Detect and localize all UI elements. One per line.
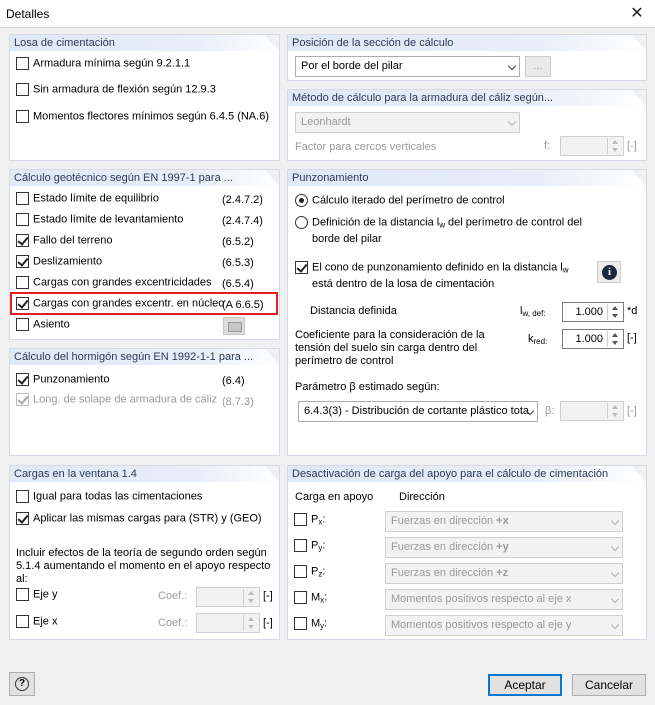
checkbox[interactable] [16,490,29,503]
accept-button[interactable]: Aceptar [488,674,562,696]
ref-excentr-nucleo: (A 6.6.5) [222,299,264,311]
radio-definicion-distancia[interactable]: Definición de la distancia $l_w$ del perímetro de control del [295,216,582,229]
spin-up-icon[interactable] [607,331,622,339]
spin-down-icon [243,597,258,605]
cb-grandes-excentricidades[interactable]: Cargas con grandes excentricidades [16,276,212,289]
coef-y-label: Coef.: [158,590,188,602]
cono-line2: está dentro de la losa de cimentación [312,278,495,290]
checkbox[interactable] [16,110,29,123]
cb-cono-punzonamiento[interactable]: El cono de punzonamiento definido en la distancia $l_w$ [295,261,569,274]
group-cargas-ventana [9,465,280,640]
ref-grandes-excentricidades: (6.5.4) [222,278,254,290]
spin-down-icon [607,411,622,419]
close-icon[interactable]: ✕ [630,5,644,22]
cb-asiento[interactable]: Asiento [16,318,70,331]
cb-py[interactable]: $P_y$: [294,539,325,552]
group-posicion-header: Posición de la sección de cálculo [288,35,646,51]
kred-unit: [-] [627,332,637,344]
checkbox[interactable] [294,539,307,552]
group-losa [9,34,280,161]
beta-select[interactable]: 6.4.3(3) - Distribución de cortante plástico tota [298,401,538,422]
checkbox[interactable] [16,373,29,386]
info-icon: i [602,265,617,280]
asiento-settings-icon[interactable] [223,317,245,335]
group-hormigon-header: Cálculo del hormigón según EN 1992-1-1 para ... [10,349,279,365]
coef-x-label: Coef.: [158,617,188,629]
ref-levantamiento: (2.4.7.4) [222,215,263,227]
posicion-more-button[interactable]: ... [525,56,551,77]
help-button[interactable] [9,672,35,696]
group-hormigon [9,348,280,456]
cb-eje-y[interactable]: Eje y [16,588,57,601]
group-punzonamiento-header: Punzonamiento [288,170,646,186]
chevron-down-icon [611,517,619,525]
coef-x-unit: [-] [263,617,273,629]
cb-pz[interactable]: $P_z$: [294,565,325,578]
ref-long-solape: (8.7.3) [222,396,254,408]
spin-up-icon [607,138,622,146]
cb-equilibrio[interactable]: Estado límite de equilibrio [16,192,159,205]
window-title: Detalles [6,7,50,21]
spin-down-icon[interactable] [607,312,622,320]
dir-px-select: Fuerzas en dirección +x [385,511,623,532]
cb-armadura-minima[interactable]: Armadura mínima según 9.2.1.1 [16,57,190,70]
group-desactivacion-header: Desactivación de carga del apoyo para el cálculo de cimentación [288,466,646,482]
beta-input [560,401,624,421]
beta-field-label: β: [545,405,555,417]
help-icon: ? [15,677,29,691]
kred-input[interactable]: 1.000 [562,329,624,349]
spin-up-icon [243,589,258,597]
coef-x-input [196,613,260,633]
cb-igual-cimentaciones[interactable]: Igual para todas las cimentaciones [16,490,202,503]
ref-deslizamiento: (6.5.3) [222,257,254,269]
posicion-select[interactable]: Por el borde del pilar [295,56,520,77]
cb-eje-x[interactable]: Eje x [16,615,57,628]
col-direccion: Dirección [399,491,445,503]
spin-down-icon [607,146,622,154]
col-carga-apoyo: Carga en apoyo [295,491,374,503]
cb-levantamiento[interactable]: Estado límite de levantamiento [16,213,183,226]
chevron-down-icon [611,595,619,603]
checkbox [16,393,29,406]
kred-label: $k_{red:}$ [528,333,548,346]
spin-up-icon [243,615,258,623]
dir-pz-select: Fuerzas en dirección +z [385,563,623,584]
f-input [560,136,624,156]
ref-fallo-terreno: (6.5.2) [222,236,254,248]
checkbox[interactable] [294,591,307,604]
radio2-line2: borde del pilar [312,233,382,245]
checkbox[interactable] [294,565,307,578]
checkbox[interactable] [16,234,29,247]
checkbox[interactable] [16,588,29,601]
title-bar [0,0,655,28]
info-button[interactable] [597,261,621,283]
ref-equilibrio: (2.4.7.2) [222,194,263,206]
cb-punzonamiento[interactable]: Punzonamiento [16,373,109,386]
lw-label: $l_{w, def:}$ [520,305,546,318]
group-geotecnico-header: Cálculo geotécnico según EN 1997-1 para ... [10,170,279,186]
checkbox[interactable] [16,255,29,268]
spin-down-icon [243,623,258,631]
dir-my-select: Momentos positivos respecto al eje y [385,615,623,636]
lw-input[interactable]: 1.000 [562,302,624,322]
spin-down-icon[interactable] [607,339,622,347]
cb-deslizamiento[interactable]: Deslizamiento [16,255,102,268]
cb-excentr-nucleo[interactable]: Cargas con grandes excentr. en núcleo [16,297,224,310]
checkbox[interactable] [16,318,29,331]
checkbox[interactable] [16,276,29,289]
cb-sin-armadura[interactable]: Sin armadura de flexión según 12.9.3 [16,83,216,96]
coef-y-unit: [-] [263,590,273,602]
f-label: f: [544,140,551,152]
cancel-button[interactable]: Cancelar [572,674,646,696]
coef-y-input [196,587,260,607]
group-cargas-ventana-header: Cargas en la ventana 1.4 [10,466,279,482]
chevron-down-icon [508,118,516,126]
radio[interactable] [295,216,308,229]
dir-mx-select: Momentos positivos respecto al eje x [385,589,623,610]
coef-text: Coeficiente para la consideración de la tensión del suelo sin carga dentro del perímetro de control [295,329,485,367]
checkbox[interactable] [16,192,29,205]
checkbox[interactable] [16,213,29,226]
radio-calculo-iterado[interactable]: Cálculo iterado del perímetro de control [295,194,505,207]
checkbox[interactable] [16,83,29,96]
group-desactivacion [287,465,647,640]
checkbox[interactable] [294,617,307,630]
chevron-down-icon [508,62,516,70]
group-metodo-header: Método de cálculo para la armadura del cáliz según... [288,90,646,106]
segundo-orden-note: Incluir efectos de la teoría de segundo orden según 5.1.4 aumentando el momento en el apoyo respecto al: [16,547,271,585]
spin-up-icon [607,403,622,411]
beta-unit: [-] [627,405,637,417]
group-punzonamiento [287,169,647,456]
highlight-box [10,292,278,315]
group-losa-header: Losa de cimentación [10,35,279,51]
lw-unit: *d [627,305,638,317]
cb-mx[interactable]: $M_x$: [294,591,327,604]
group-metodo [287,89,647,161]
distancia-label: Distancia definida [310,305,397,317]
beta-label: Parámetro β estimado según: [295,381,440,393]
group-posicion [287,34,647,81]
checkbox[interactable] [295,261,308,274]
chevron-down-icon [611,621,619,629]
factor-label: Factor para cercos verticales [295,141,437,153]
cb-long-solape: Long. de solape de armadura de cáliz [16,393,217,406]
metodo-select: Leonhardt [295,112,520,133]
cb-mismas-cargas[interactable]: Aplicar las mismas cargas para (STR) y (GEO) [16,512,262,525]
checkbox[interactable] [16,512,29,525]
cb-fallo-terreno[interactable]: Fallo del terreno [16,234,113,247]
cb-my[interactable]: $M_y$: [294,617,327,630]
checkbox[interactable] [294,513,307,526]
f-unit: [-] [627,140,637,152]
spin-up-icon[interactable] [607,304,622,312]
chevron-down-icon [611,569,619,577]
checkbox[interactable] [16,615,29,628]
chevron-down-icon [611,543,619,551]
ref-punzonamiento: (6.4) [222,375,245,387]
radio[interactable] [295,194,308,207]
checkbox[interactable] [16,57,29,70]
dir-py-select: Fuerzas en dirección +y [385,537,623,558]
cb-px[interactable]: $P_x$: [294,513,325,526]
cb-momentos-minimos[interactable]: Momentos flectores mínimos según 6.4.5 (NA.6) [16,110,269,123]
